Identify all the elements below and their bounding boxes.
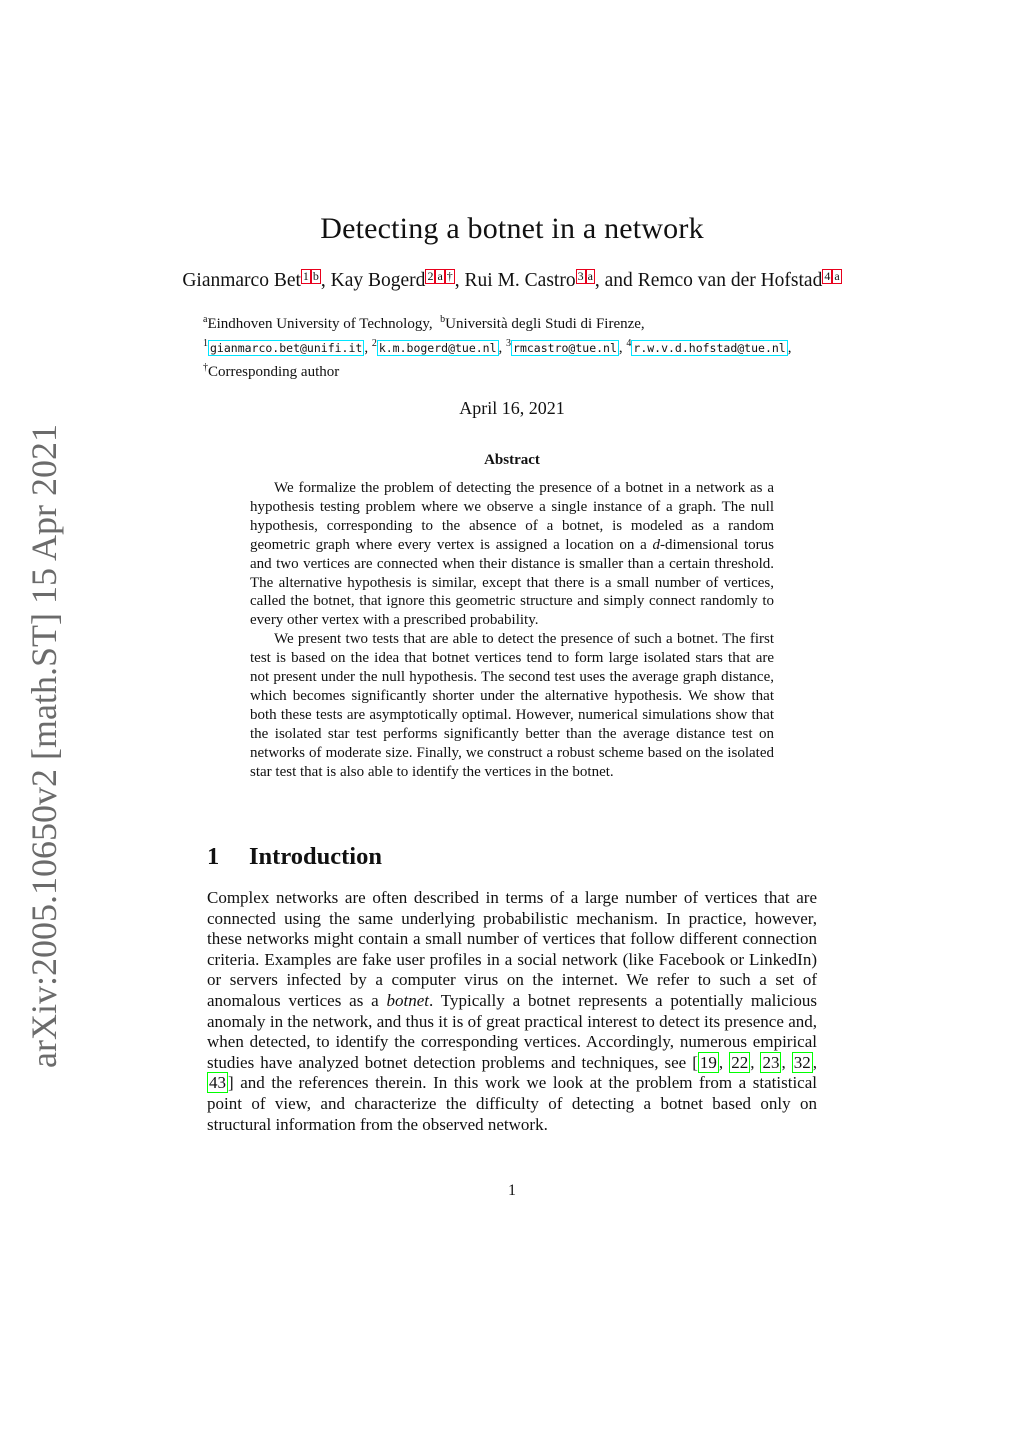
email-link[interactable]: rmcastro@tue.nl <box>513 341 617 355</box>
corresponding-line: †Corresponding author <box>203 362 340 380</box>
paper-title: Detecting a botnet in a network <box>320 212 704 245</box>
author-name: Kay Bogerd <box>330 270 426 291</box>
email-link[interactable]: r.w.v.d.hofstad@tue.nl <box>633 341 786 355</box>
affiliation-link[interactable]: a <box>587 269 593 283</box>
institution-line: $^a$Eindhoven University of Technology, $^b$Università degli Studi di Firenze, <box>203 314 645 332</box>
intro-paragraph: Complex networks are often described in terms of a large number of vertices that are connected using the same underlying probabilistic mechanism. In practice, however, these networks might contain a small number of vertices that follow different connection criteria. Examples are fake user profiles in a social network (like Facebook or LinkedIn) or servers infected by a computer virus on the internet. We refer to such a set of anomalous vertices as a botnet. Typically a botnet represents a potentially malicious anomaly in the network, and thus it is of great practical interest to detect its presence and, when detected, to identify the corresponding vertices. Accordingly, numerous empirical studies have analyzed botnet detection problems and techniques, see [ 19 , 22 , 23 , 32 , 43 ] and the references therein. In this work we look at the problem from a statistical point of view, and characterize the difficulty of detecting a botnet based only on structural information from the observed network. <box>207 888 818 1134</box>
affiliation-link[interactable]: b <box>312 269 319 283</box>
footnote-link[interactable]: 1 <box>302 269 309 283</box>
citation-link[interactable]: 19 <box>699 1052 717 1072</box>
affiliation-link[interactable]: a <box>437 269 443 283</box>
author-list <box>0 270 1024 292</box>
author-separator: , <box>454 270 465 291</box>
abstract-paragraph: We present two tests that are able to detect the presence of such a botnet. The first test is based on the idea that botnet vertices tend to form large isolated stars that are not present under the null hypothesis. The second test uses the average graph distance, which becomes significantly shorter under the alternative hypothesis. We show that both these tests are asymptotically optimal. However, numerical simulations show that the isolated star test performs significantly better than the average distance test on networks of moderate size. Finally, we construct a robust scheme based on the isolated star test that is also able to identify the vertices in the botnet. <box>250 631 774 780</box>
citation-link[interactable]: 32 <box>793 1052 811 1072</box>
citation-link[interactable]: 22 <box>731 1052 749 1072</box>
author-name: Rui M. Castro <box>464 270 576 291</box>
paper-date: April 16, 2021 <box>459 398 565 418</box>
section-heading <box>207 843 382 871</box>
affiliations <box>203 310 843 382</box>
email-line: $^1$ gianmarco.bet@unifi.it , $^2$ k.m.bogerd@tue.nl , $^3$ rmcastro@tue.nl , $^4$ r.w.v.d.hofstad@tue.nl , <box>203 338 792 356</box>
author-separator: , and <box>594 270 638 291</box>
arxiv-identifier: arXiv:2005.10650v2 [math.ST] 15 Apr 2021 <box>24 424 64 1068</box>
author-name: Gianmarco Bet <box>182 270 301 291</box>
page-number: 1 <box>508 1182 516 1199</box>
footnote-link[interactable]: 3 <box>577 269 584 283</box>
email-link[interactable]: gianmarco.bet@unifi.it <box>210 341 363 355</box>
abstract-body <box>250 479 774 782</box>
citation-link[interactable]: 23 <box>762 1052 780 1072</box>
citation-link[interactable]: 43 <box>209 1073 226 1093</box>
footnote-link[interactable]: 4 <box>824 269 831 283</box>
abstract-heading: Abstract <box>484 452 540 468</box>
footnote-link[interactable]: 2 <box>427 269 434 283</box>
abstract-paragraph: We formalize the problem of detecting the presence of a botnet in a network as a hypothesis testing problem where we observe a single instance of a graph. The null hypothesis, corresponding to the absence of a botnet, is modeled as a random geometric graph where every vertex is assigned a location on a d-dimensional torus and two vertices are connected when their distance is smaller than a certain threshold. The alternative hypothesis is similar, except that there is a small number of vertices, called the botnet, that ignore this geometric structure and simply connect randomly to every other vertex with a prescribed probability. <box>250 480 774 629</box>
section-title: Introduction <box>249 843 382 870</box>
corresponding-link[interactable]: † <box>446 269 453 283</box>
intro-body <box>207 888 817 1135</box>
email-link[interactable]: k.m.bogerd@tue.nl <box>378 341 497 355</box>
author-name: Remco van der Hofstad <box>637 270 823 291</box>
affiliation-link[interactable]: a <box>834 269 840 283</box>
author-separator: , <box>320 270 331 291</box>
section-number: 1 <box>207 843 220 870</box>
